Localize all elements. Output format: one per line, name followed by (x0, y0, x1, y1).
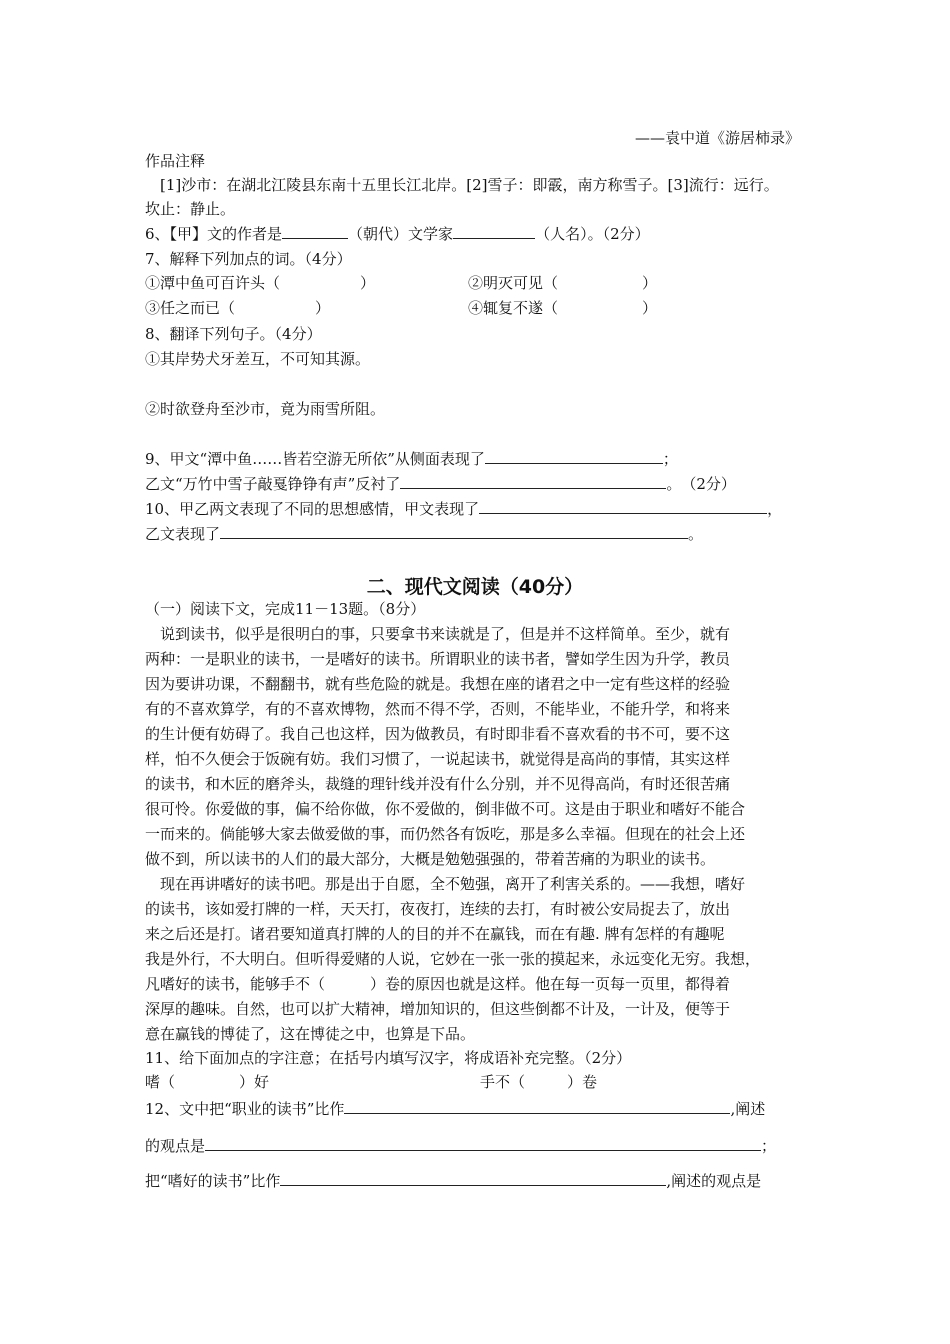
passage-line: 样，怕不久便会于饭碗有妨。我们习惯了，一说起读书，就觉得是高尚的事情，其实这样 (145, 750, 731, 768)
answer-blank[interactable] (479, 498, 767, 514)
passage-line: 的生计便有妨碍了。我自己也这样，因为做教员，有时即非看不喜欢看的书不可，要不这 (145, 725, 731, 743)
answer-blank[interactable] (485, 448, 663, 464)
section-2-title: 二、现代文阅读（40分） (366, 576, 584, 598)
answer-blank[interactable] (205, 1135, 761, 1151)
passage-line: 有的不喜欢算学，有的不喜欢博物，然而不得不学，否则，不能毕业，不能升学，和将来 (145, 700, 731, 718)
passage-line: 深厚的趣味。自然，也可以扩大精神，增加知识的，但这些倒都不计及，一计及，便等于 (145, 1000, 731, 1018)
part-1-intro: （一）阅读下文，完成11－13题。（8分） (145, 600, 426, 618)
notes-line-1: [1]沙市：在湖北江陵县东南十五里长江北岸。[2]雪子：即霰，南方称雪子。[3]流行：远行。 (160, 176, 779, 194)
passage-line: 很可怜。你爱做的事，偏不给你做，你不爱做的，倒非做不可。这是由于职业和嗜好不能合 (145, 800, 746, 818)
source-attribution: ——袁中道《游居柿录》 (634, 129, 800, 147)
question-6: 6、【甲】文的作者是 （朝代）文学家 （人名）。（2分） (145, 225, 650, 243)
question-8-sentence-1: ①其岸势犬牙差互，不可知其源。 (145, 350, 371, 368)
answer-blank[interactable] (400, 473, 666, 489)
question-11-stem: 11、给下面加点的字注意；在括号内填写汉字，将成语补充完整。（2分） (145, 1049, 632, 1067)
passage-line: 一而来的。倘能够大家去做爱做的事，而仍然各有饭吃，那是多么幸福。但现在的社会上还 (145, 825, 746, 843)
passage-line: 说到读书，似乎是很明白的事，只要拿书来读就是了，但是并不这样简单。至少，就有 (145, 625, 731, 643)
passage-line: 我是外行，不大明白。但听得爱赌的人说，它妙在一张一张的摸起来，永远变化无穷。我想， (145, 950, 761, 968)
answer-blank[interactable] (282, 223, 348, 239)
question-12-line-3: 把“嗜好的读书”比作 ,阐述的观点是 (145, 1172, 762, 1190)
answer-blank[interactable] (280, 1170, 666, 1186)
question-10-line-2: 乙文表现了 。 (145, 525, 704, 543)
question-7-row-1: ①潭中鱼可百许头（ ） ②明灭可见（ ） (145, 274, 658, 292)
passage-line: 的读书，该如爱打牌的一样，天天打，夜夜打，连续的去打，有时被公安局捉去了，放出 (145, 900, 731, 918)
question-8-stem: 8、翻译下列句子。（4分） (145, 325, 322, 343)
question-12-line-2: 的观点是 ； (145, 1137, 777, 1155)
passage-line: 因为要讲功课，不翻翻书，就有些危险的就是。我想在座的诸君之中一定有些这样的经验 (145, 675, 731, 693)
question-9-line-2: 乙文“万竹中雪子敲戛铮铮有声”反衬了 。 （2分） (145, 475, 736, 493)
passage-line: 的读书，和木匠的磨斧头，裁缝的理针线并没有什么分别，并不见得高尚，有时还很苦痛 (145, 775, 731, 793)
passage-line: 意在赢钱的博徒了，这在博徒之中，也算是下品。 (145, 1025, 476, 1043)
passage-line: 两种：一是职业的读书，一是嗜好的读书。所谓职业的读书者，譬如学生因为升学，教员 (145, 650, 731, 668)
passage-line: 凡嗜好的读书，能够手不（ ）卷的原因也就是这样。他在每一页每一页里，都得着 (145, 975, 731, 993)
passage-line: 现在再讲嗜好的读书吧。那是出于自愿，全不勉强，离开了利害关系的。——我想，嗜好 (160, 875, 746, 893)
answer-blank[interactable] (453, 223, 535, 239)
question-8-sentence-2: ②时欲登舟至沙市，竟为雨雪所阻。 (145, 400, 386, 418)
question-12-line-1: 12、文中把“职业的读书”比作 ,阐述 (145, 1100, 766, 1118)
answer-blank[interactable] (220, 523, 688, 539)
question-9-line-1: 9、甲文“潭中鱼……皆若空游无所依”从侧面表现了 ； (145, 450, 678, 468)
passage-line: 做不到，所以读书的人们的最大部分，大概是勉勉强强的，带着苦痛的为职业的读书。 (145, 850, 716, 868)
answer-blank[interactable] (344, 1098, 730, 1114)
question-11-items: 嗜（ ）好 手不（ ）卷 (145, 1073, 598, 1091)
question-10-line-1: 10、甲乙两文表现了不同的思想感情，甲文表现了 ， (145, 500, 783, 518)
question-7-stem: 7、解释下列加点的词。（4分） (145, 250, 352, 268)
passage-line: 来之后还是打。诸君要知道真打牌的人的目的并不在赢钱，而在有趣. 牌有怎样的有趣呢 (145, 925, 725, 943)
notes-heading: 作品注释 (145, 152, 206, 170)
notes-line-2: 坎止：静止。 (145, 200, 236, 218)
question-7-row-2: ③任之而已（ ） ④辄复不遂（ ） (145, 299, 658, 317)
